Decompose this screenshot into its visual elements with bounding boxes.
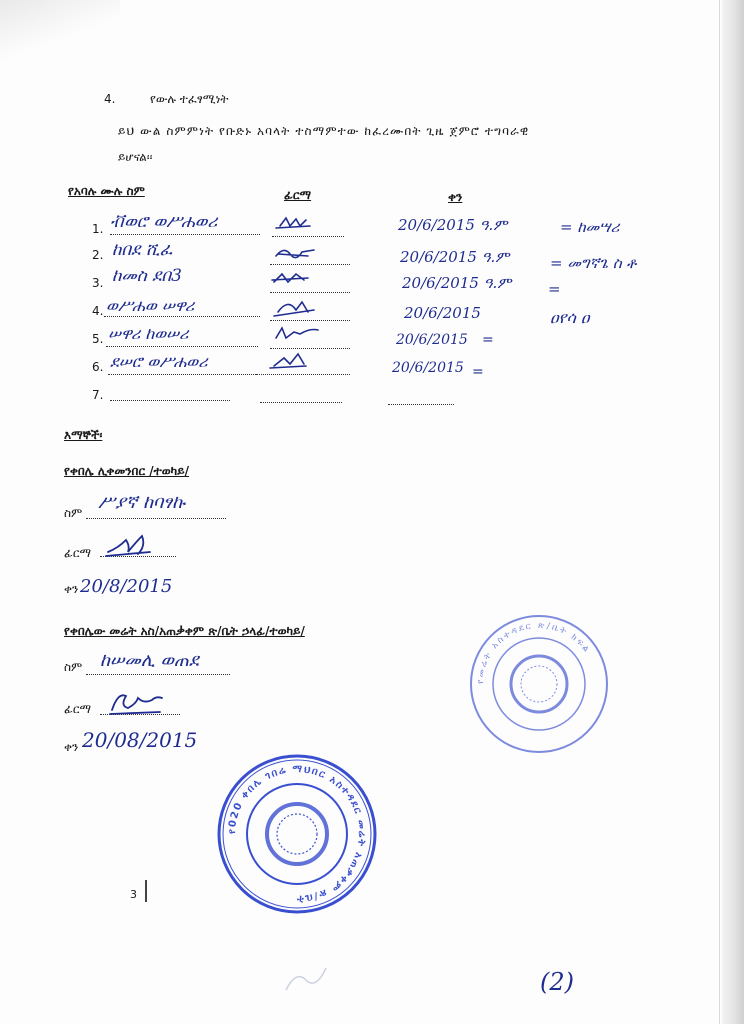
corner-note: (2) — [540, 968, 574, 996]
row-number: 7. — [92, 388, 104, 402]
member-note: = — [472, 364, 484, 380]
member-note: = — [548, 280, 561, 298]
page-edge — [722, 0, 744, 1024]
land-name-label: ስም — [64, 660, 83, 674]
page-edge-line — [719, 0, 720, 1024]
member-date: 20/6/2015 — [404, 304, 481, 322]
name-line — [110, 400, 230, 401]
member-name: ከበደ ሺፈ — [112, 240, 173, 260]
section-number: 4. — [104, 92, 116, 106]
date-line — [388, 404, 454, 405]
member-date: 20/6/2015 — [396, 332, 468, 348]
office-stamp-large — [212, 752, 382, 916]
stamp-small-text: የመሬት አስተዳደር ጽ/ቤት ክፍል — [475, 620, 593, 685]
member-note: ዐየሳ ዐ — [550, 308, 590, 327]
land-date-label: ቀን — [64, 740, 79, 754]
chair-heading: የቀበሌ ሊቀመንበር /ተወካይ/ — [64, 464, 189, 478]
col-header-name: የአባሉ ሙሉ ስም — [68, 184, 145, 198]
member-note: = ከመሣሪ — [560, 218, 620, 236]
member-date: 20/6/2015 ዓ.ም — [398, 216, 508, 234]
col-header-date: ቀን — [448, 190, 463, 204]
member-name: ሠዋሪ ከወሠሪ — [108, 324, 189, 343]
section-body-line1: ይህ ውል ስምምነት የቡድኑ አባላት ተስማምተው ከፈረሙበት ጊዜ ጀምሮ ተግባራዊ — [118, 124, 530, 138]
member-name: ወሥሐወ ሠዋሪ — [106, 296, 195, 315]
name-line — [104, 316, 260, 317]
member-name: ከመስ ደበ3 — [112, 266, 182, 286]
land-sign-label: ፊርማ — [64, 702, 92, 716]
scan-shadow — [0, 0, 120, 60]
page-number-bar — [145, 880, 147, 902]
witnesses-heading: እማኞች፡ — [64, 428, 103, 442]
name-line — [106, 346, 258, 347]
row-number: 3. — [92, 276, 104, 290]
chair-name-line — [86, 518, 226, 519]
chair-sign-label: ፊርማ — [64, 546, 92, 560]
row-number: 4. — [92, 304, 104, 318]
chair-date-value: 20/8/2015 — [80, 576, 173, 597]
member-name: ቭወሮ ወሥሐወሪ — [110, 212, 218, 232]
row-number: 2. — [92, 248, 104, 262]
section-heading: የውሉ ተፈፃሚነት — [150, 92, 229, 106]
col-header-signature: ፊርማ — [284, 188, 312, 202]
member-date: 20/6/2015 ዓ.ም — [402, 274, 512, 292]
row-number: 1. — [92, 222, 104, 236]
land-date-value: 20/08/2015 — [82, 728, 198, 752]
row-number: 6. — [92, 360, 104, 374]
section-body-line2: ይሆናል፡፡ — [118, 150, 153, 164]
land-signature — [106, 686, 176, 722]
faint-mark — [282, 960, 332, 1000]
signature-line — [260, 402, 342, 403]
land-name-value: ከሠመሊ ወጠደ — [100, 650, 199, 671]
name-line — [108, 374, 258, 375]
name-line — [110, 234, 260, 235]
land-office-heading: የቀበሌው መሬት አስ/አጠቃቀም ጽ/ቤት ኃላፊ/ተወካይ/ — [64, 624, 305, 638]
member-date: 20/6/2015 ዓ.ም — [400, 248, 510, 266]
chair-date-label: ቀን — [64, 582, 79, 596]
land-name-line — [86, 674, 230, 675]
stamp-large-text: የ020 ቀበሌ ገበሬ ማህበር አስተዳደር መሬት አጠቃቀም ጽ/ቤት — [226, 763, 368, 905]
member-name: ደሠሮ ወሥሐወሪ — [110, 352, 208, 371]
member-signatures — [268, 212, 358, 382]
row-number: 5. — [92, 332, 104, 346]
office-stamp-small — [462, 610, 616, 758]
chair-name-value: ሥያኛ ከባፃኩ — [98, 492, 186, 513]
member-note: = መግኛጌ ስ ቶ — [550, 254, 637, 272]
member-note: = — [482, 332, 494, 348]
chair-name-label: ስም — [64, 506, 83, 520]
page-number: 3 — [130, 888, 137, 901]
member-date: 20/6/2015 — [392, 360, 464, 376]
chair-signature — [104, 530, 168, 560]
